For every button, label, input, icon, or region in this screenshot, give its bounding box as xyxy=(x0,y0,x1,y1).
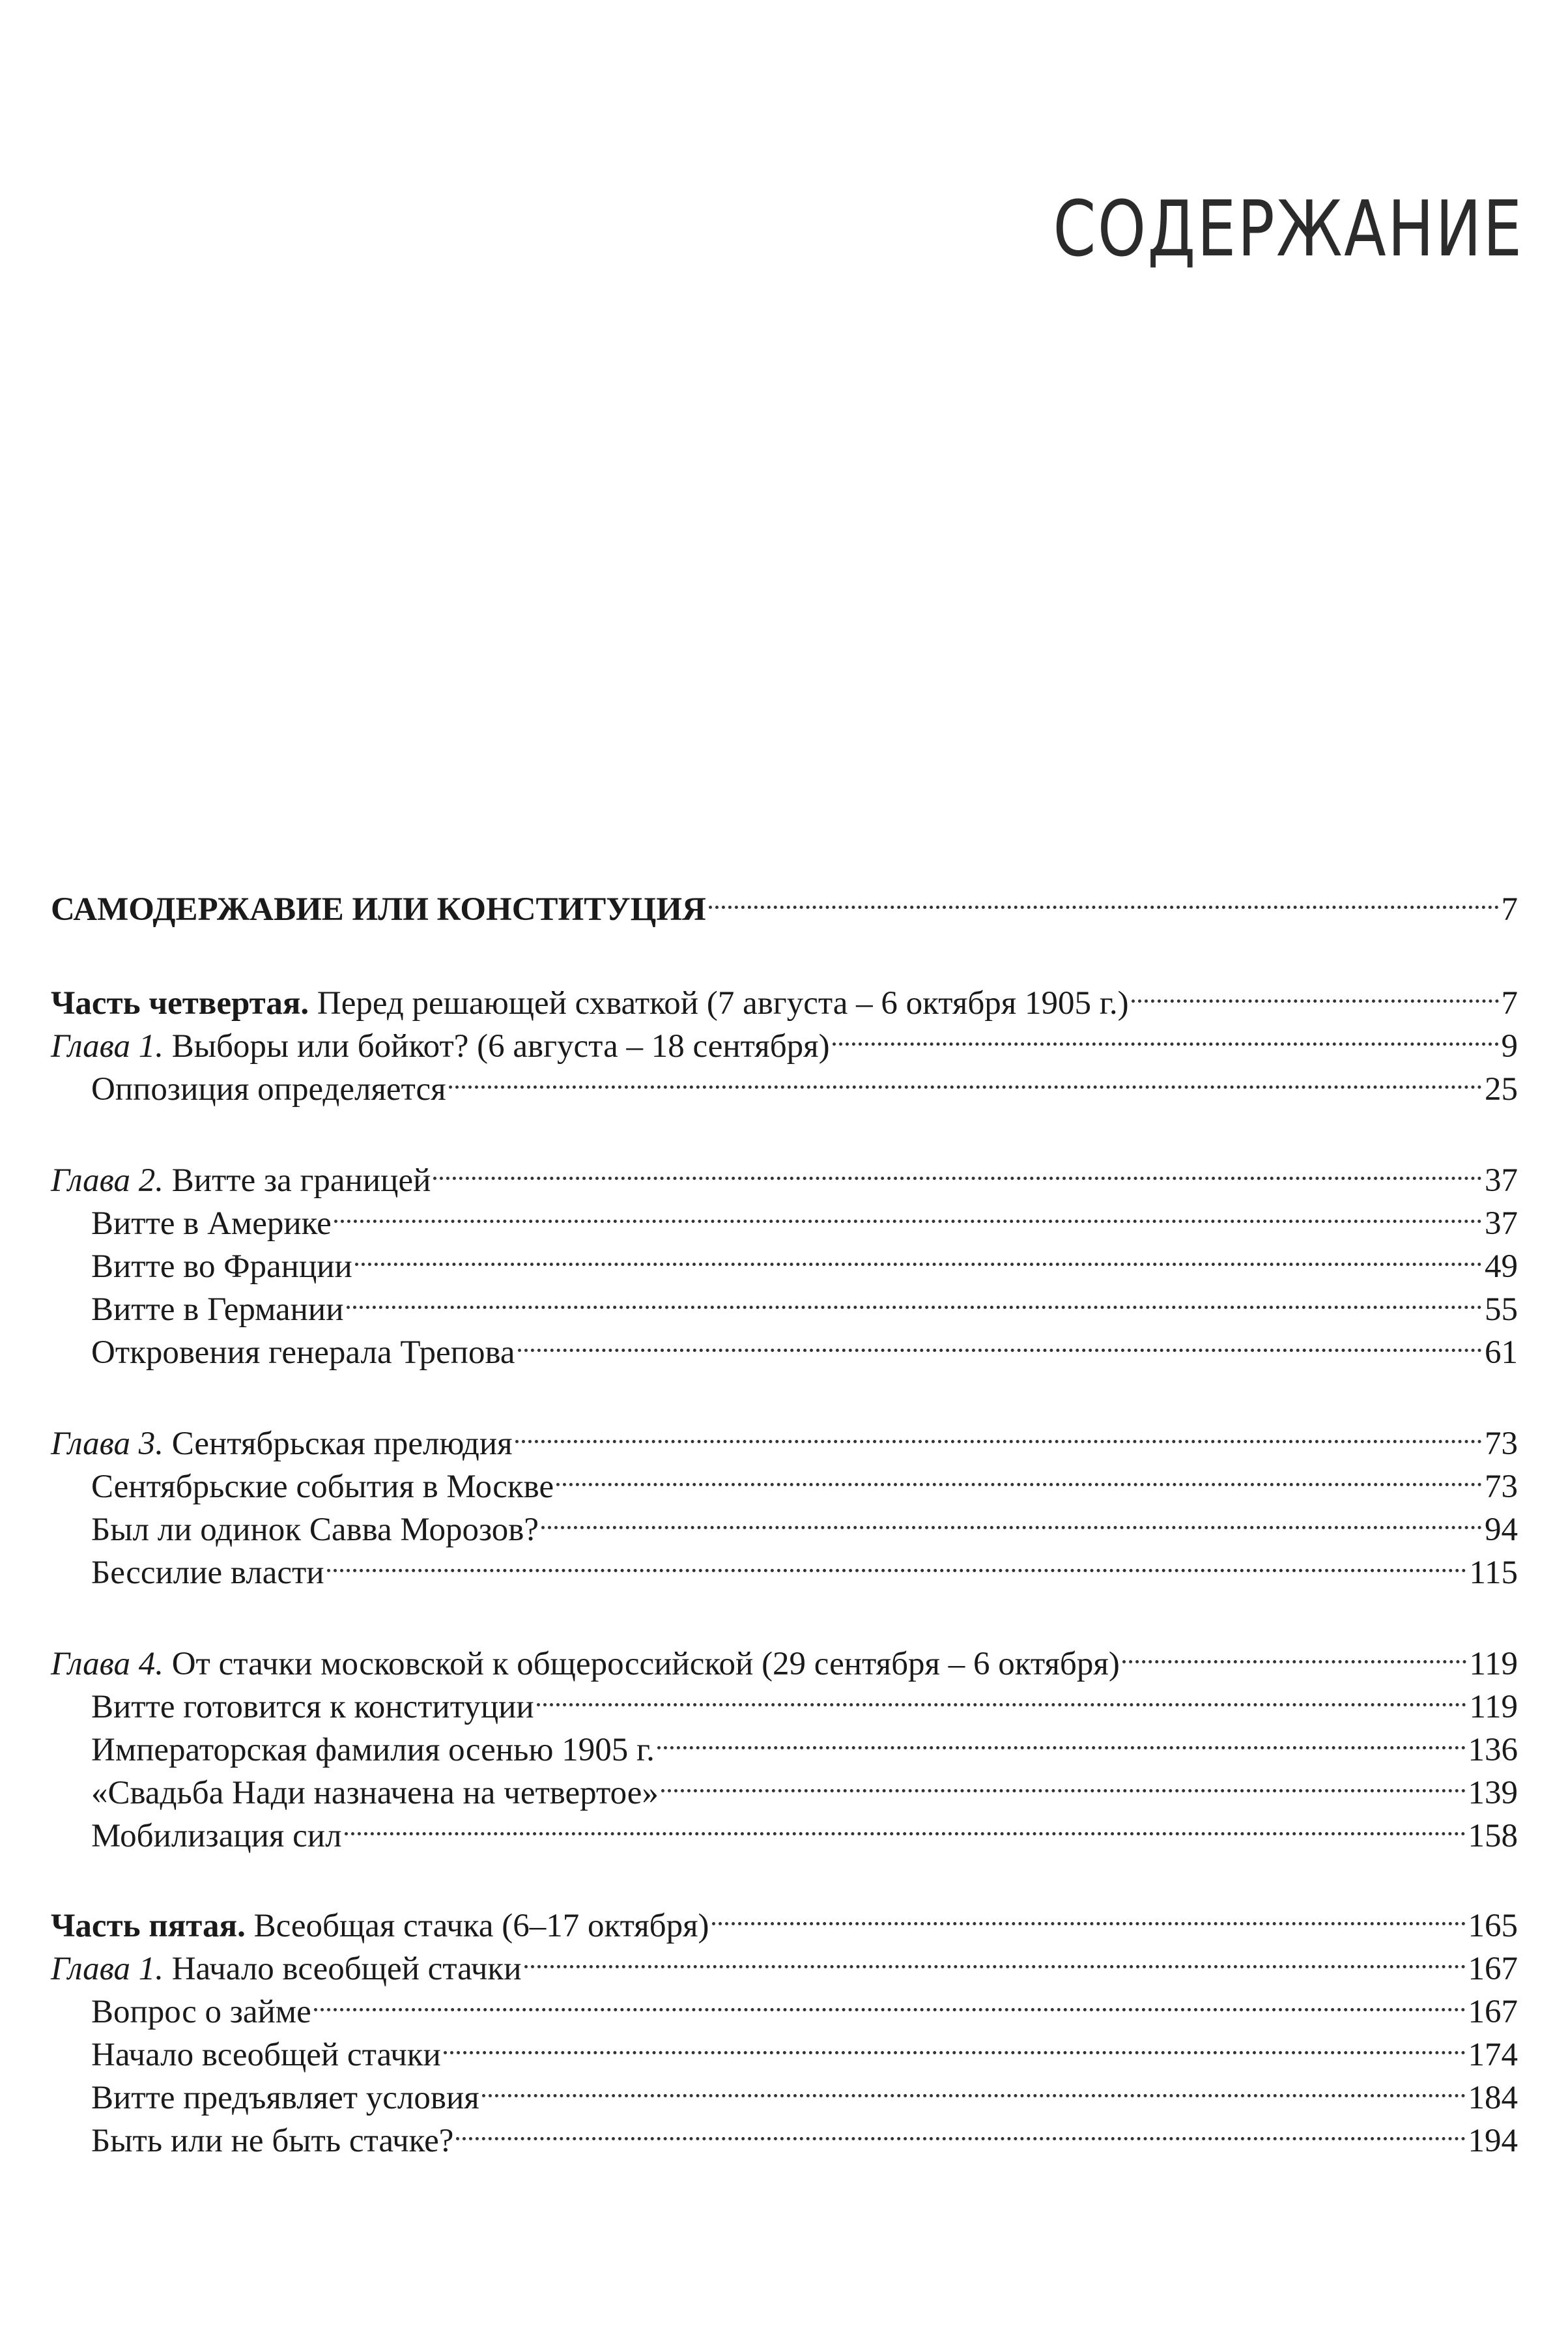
toc-entry-page: 119 xyxy=(1469,1646,1518,1682)
toc-leader-dots xyxy=(515,1411,1482,1454)
toc-entry-title: Витте в Германии xyxy=(91,1291,344,1328)
toc-leader-dots xyxy=(456,2108,1465,2151)
toc-entry-title: От стачки московской к общероссийской (29 сентября – 6 октября) xyxy=(163,1646,1120,1682)
toc-entry-subchapter xyxy=(51,1057,1518,1108)
toc-entry-part xyxy=(51,971,1518,1022)
toc-entry-page: 73 xyxy=(1485,1426,1518,1462)
toc-entry-title: Перед решающей схваткой (7 августа – 6 октября 1905 г.) xyxy=(309,985,1129,1022)
toc-entry-subchapter xyxy=(51,1760,1518,1811)
toc-entry-subchapter xyxy=(51,1674,1518,1725)
page-title: СОДЕРЖАНИЕ xyxy=(1053,184,1524,274)
toc-leader-dots xyxy=(482,2065,1466,2108)
toc-leader-dots xyxy=(355,1234,1482,1277)
toc-entry-page: 37 xyxy=(1485,1205,1518,1242)
toc-leader-dots xyxy=(1122,1631,1467,1674)
toc-entry-title: Сентябрьская прелюдия xyxy=(163,1426,513,1462)
toc-entry-page: 49 xyxy=(1485,1248,1518,1285)
toc-entry-title: Быть или не быть стачке? xyxy=(91,2123,454,2159)
toc-entry-subchapter xyxy=(51,1979,1518,2030)
toc-entry-subchapter xyxy=(51,2022,1518,2073)
toc-entry-title: Витте в Америке xyxy=(91,1205,332,1242)
toc-entry-page: 7 xyxy=(1501,891,1518,928)
toc-entry-subchapter xyxy=(51,2065,1518,2116)
toc-entry-page: 7 xyxy=(1501,985,1518,1022)
toc-entry-chapter xyxy=(51,1631,1518,1682)
toc-entry-title: Витте готовится к конституции xyxy=(91,1689,534,1725)
toc-entry-prefix: Глава 1. xyxy=(51,1028,164,1065)
toc-entry-prefix: Глава 1. xyxy=(51,1951,164,1987)
toc-entry-subchapter xyxy=(51,2108,1518,2159)
toc-entry-title: САМОДЕРЖАВИЕ ИЛИ КОНСТИТУЦИЯ xyxy=(51,891,706,928)
toc-entry-page: 184 xyxy=(1468,2080,1518,2116)
toc-entry-page: 55 xyxy=(1485,1291,1518,1328)
toc-entry-page: 9 xyxy=(1501,1028,1518,1065)
toc-entry-page: 25 xyxy=(1485,1071,1518,1108)
toc-entry-subchapter xyxy=(51,1717,1518,1768)
toc-entry-subchapter xyxy=(51,1540,1518,1591)
toc-entry-subchapter xyxy=(51,1803,1518,1854)
toc-entry-page: 139 xyxy=(1468,1775,1518,1811)
toc-entry-page: 136 xyxy=(1468,1732,1518,1768)
toc-leader-dots xyxy=(334,1191,1482,1234)
toc-entry-part xyxy=(51,1893,1518,1944)
toc-entry-page: 167 xyxy=(1468,1951,1518,1987)
toc-entry-title: Выборы или бойкот? (6 августа – 18 сентября) xyxy=(163,1028,830,1065)
toc-entry-subchapter xyxy=(51,1497,1518,1548)
toc-leader-dots xyxy=(541,1497,1482,1540)
toc-leader-dots xyxy=(345,1803,1466,1846)
toc-leader-dots xyxy=(524,1936,1466,1979)
toc-entry-prefix: Глава 2. xyxy=(51,1162,164,1199)
toc-leader-dots xyxy=(449,1057,1482,1100)
toc-entry-title: Сентябрьские события в Москве xyxy=(91,1469,554,1505)
toc-entry-title: Бессилие власти xyxy=(91,1555,324,1591)
toc-entry-prefix: Глава 3. xyxy=(51,1426,164,1462)
toc-leader-dots xyxy=(433,1148,1482,1191)
toc-entry-page: 174 xyxy=(1468,2037,1518,2073)
toc-entry-title: Вопрос о займе xyxy=(91,1994,311,2030)
toc-entry-page: 165 xyxy=(1468,1908,1518,1944)
toc-entry-chapter xyxy=(51,1014,1518,1065)
toc-entry-title: Императорская фамилия осенью 1905 г. xyxy=(91,1732,655,1768)
toc-entry-page: 194 xyxy=(1468,2123,1518,2159)
toc-leader-dots xyxy=(518,1320,1482,1363)
toc-entry-page: 73 xyxy=(1485,1469,1518,1505)
toc-entry-title: Витте предъявляет условия xyxy=(91,2080,479,2116)
toc-entry-page: 61 xyxy=(1485,1334,1518,1371)
toc-entry-section xyxy=(51,877,1518,928)
toc-leader-dots xyxy=(833,1014,1499,1057)
toc-entry-chapter xyxy=(51,1936,1518,1987)
toc-leader-dots xyxy=(537,1674,1467,1717)
toc-entry-prefix: Глава 4. xyxy=(51,1646,164,1682)
toc-entry-title: Витте за границей xyxy=(163,1162,431,1199)
toc-entry-subchapter xyxy=(51,1320,1518,1371)
toc-entry-chapter xyxy=(51,1411,1518,1462)
toc-entry-chapter xyxy=(51,1148,1518,1199)
toc-entry-subchapter xyxy=(51,1277,1518,1328)
toc-entry-title: «Свадьба Нади назначена на четвертое» xyxy=(91,1775,659,1811)
toc-entry-page: 119 xyxy=(1469,1689,1518,1725)
toc-leader-dots xyxy=(1132,971,1499,1014)
toc-leader-dots xyxy=(709,877,1499,920)
toc-entry-page: 167 xyxy=(1468,1994,1518,2030)
toc-entry-title: Начало всеобщей стачки xyxy=(91,2037,441,2073)
toc-entry-prefix: Часть пятая. xyxy=(51,1908,246,1944)
toc-entry-title: Начало всеобщей стачки xyxy=(163,1951,522,1987)
toc-leader-dots xyxy=(347,1277,1482,1320)
toc-entry-subchapter xyxy=(51,1454,1518,1505)
toc-entry-title: Оппозиция определяется xyxy=(91,1071,446,1108)
toc-entry-subchapter xyxy=(51,1234,1518,1285)
toc-leader-dots xyxy=(314,1979,1466,2022)
toc-entry-page: 37 xyxy=(1485,1162,1518,1199)
toc-entry-page: 115 xyxy=(1469,1555,1518,1591)
toc-entry-title: Витте во Франции xyxy=(91,1248,352,1285)
toc-entry-prefix: Часть четвертая. xyxy=(51,985,309,1022)
toc-entry-title: Был ли одинок Савва Морозов? xyxy=(91,1512,539,1548)
toc-leader-dots xyxy=(444,2022,1466,2065)
toc-entry-subchapter xyxy=(51,1191,1518,1242)
toc-entry-page: 94 xyxy=(1485,1512,1518,1548)
toc-leader-dots xyxy=(556,1454,1482,1497)
toc-leader-dots xyxy=(661,1760,1466,1803)
toc-entry-title: Откровения генерала Трепова xyxy=(91,1334,515,1371)
toc-leader-dots xyxy=(327,1540,1467,1583)
toc-leader-dots xyxy=(657,1717,1466,1760)
toc-entry-title: Всеобщая стачка (6–17 октября) xyxy=(245,1908,709,1944)
toc-leader-dots xyxy=(712,1893,1466,1936)
toc-entry-page: 158 xyxy=(1468,1818,1518,1854)
toc-entry-title: Мобилизация сил xyxy=(91,1818,342,1854)
